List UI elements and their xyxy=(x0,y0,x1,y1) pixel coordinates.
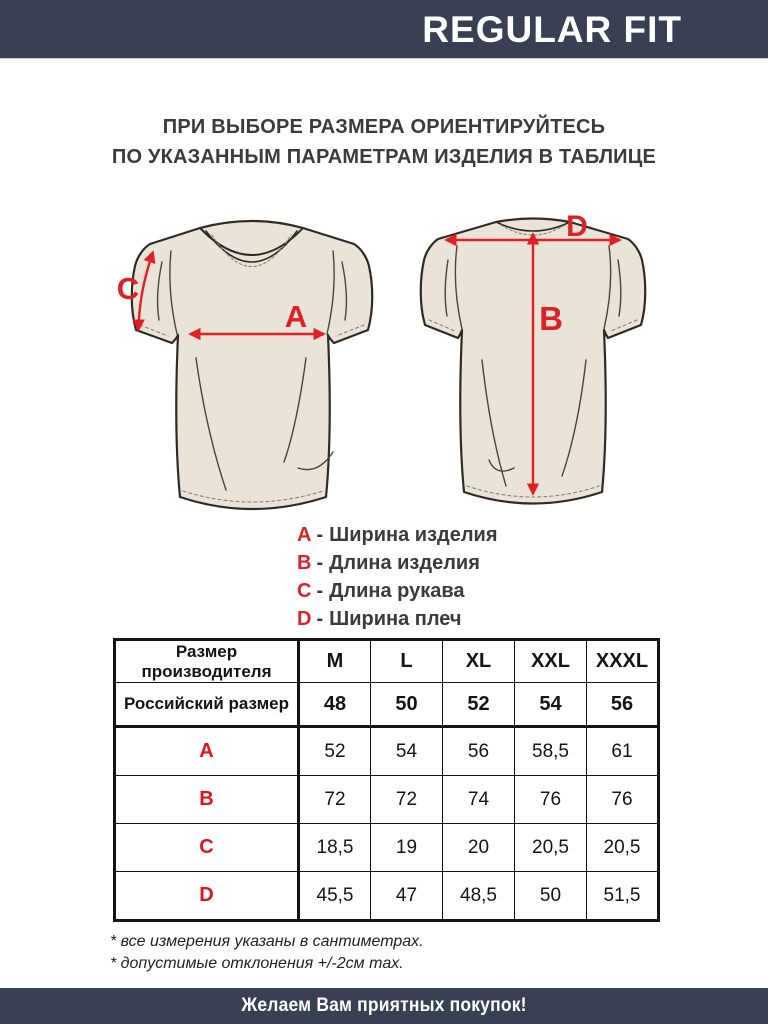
table-row-manufacturer-sizes xyxy=(115,640,659,683)
legend-item-A xyxy=(297,521,498,549)
legend-key-D: D xyxy=(297,608,312,630)
measure-value: 76 xyxy=(515,776,587,824)
size-header-XXL: XXL xyxy=(515,640,587,683)
measure-value: 52 xyxy=(299,727,371,776)
footnote-units: * все измерения указаны в сантиметрах. xyxy=(110,933,424,950)
measure-value: 76 xyxy=(587,776,659,824)
measure-value: 61 xyxy=(587,727,659,776)
measure-value: 56 xyxy=(443,727,515,776)
legend-key-B: B xyxy=(297,552,312,574)
tshirt-measurement-diagram xyxy=(0,195,768,530)
size-header-M: M xyxy=(299,640,371,683)
legend-item-C xyxy=(297,577,498,605)
measure-key-B: B xyxy=(115,776,299,824)
legend-label-B: Длина изделия xyxy=(329,552,480,574)
russian-size-value: 54 xyxy=(515,683,587,727)
intro-line-1: ПРИ ВЫБОРЕ РАЗМЕРА ОРИЕНТИРУЙТЕСЬ xyxy=(162,116,606,138)
measure-value: 20,5 xyxy=(515,824,587,872)
legend-dash: - xyxy=(316,580,324,602)
table-row-measure-D xyxy=(115,872,659,921)
measure-value: 20,5 xyxy=(587,824,659,872)
footnotes xyxy=(110,931,424,975)
measure-value: 72 xyxy=(299,776,371,824)
russian-size-value: 52 xyxy=(443,683,515,727)
measure-value: 74 xyxy=(443,776,515,824)
legend-key-C: C xyxy=(297,580,312,602)
intro-line-2: ПО УКАЗАННЫМ ПАРАМЕТРАМ ИЗДЕЛИЯ В ТАБЛИЦЕ xyxy=(111,146,657,168)
table-row-measure-A xyxy=(115,727,659,776)
table-row-measure-B xyxy=(115,776,659,824)
measure-value: 51,5 xyxy=(587,872,659,921)
legend-dash: - xyxy=(316,608,324,630)
legend-label-D: Ширина плеч xyxy=(329,608,462,630)
measure-key-A: A xyxy=(115,727,299,776)
russian-size-label: Российский размер xyxy=(115,683,299,727)
size-header-XL: XL xyxy=(443,640,515,683)
measure-value: 72 xyxy=(371,776,443,824)
size-header-XXXL: XXXL xyxy=(587,640,659,683)
russian-size-value: 48 xyxy=(299,683,371,727)
russian-size-value: 56 xyxy=(587,683,659,727)
legend-label-C: Длина рукава xyxy=(329,580,465,602)
measure-key-D: D xyxy=(115,872,299,921)
table-row-russian-sizes xyxy=(115,683,659,727)
measure-value: 54 xyxy=(371,727,443,776)
measure-value: 20 xyxy=(443,824,515,872)
top-banner xyxy=(0,0,768,59)
manufacturer-size-label: Размер производителя xyxy=(115,640,299,683)
legend-item-B xyxy=(297,549,498,577)
fit-type-title: REGULAR FIT xyxy=(422,8,682,50)
legend-dash: - xyxy=(316,552,324,574)
legend-item-D xyxy=(297,605,498,633)
diagram-label-C: C xyxy=(116,271,140,306)
table-row-measure-C xyxy=(115,824,659,872)
tshirt-front-body xyxy=(132,221,373,509)
diagram-label-D: D xyxy=(566,210,588,243)
diagram-label-A: A xyxy=(284,299,308,334)
measurement-legend xyxy=(297,521,498,633)
russian-size-value: 50 xyxy=(371,683,443,727)
measure-value: 19 xyxy=(371,824,443,872)
bottom-banner xyxy=(0,988,768,1024)
measure-value: 58,5 xyxy=(515,727,587,776)
measure-value: 18,5 xyxy=(299,824,371,872)
diagram-label-B: B xyxy=(539,300,563,337)
size-header-L: L xyxy=(371,640,443,683)
measure-value: 50 xyxy=(515,872,587,921)
legend-dash: - xyxy=(316,524,324,546)
tshirt-front-drawing xyxy=(132,221,373,509)
footnote-tolerance: * допустимые отклонения +/-2см max. xyxy=(110,955,404,972)
legend-key-A: A xyxy=(297,524,312,546)
intro-heading xyxy=(0,112,768,172)
size-table xyxy=(113,638,660,922)
measure-value: 45,5 xyxy=(299,872,371,921)
legend-label-A: Ширина изделия xyxy=(329,524,498,546)
measure-key-C: C xyxy=(115,824,299,872)
measure-value: 47 xyxy=(371,872,443,921)
footer-message: Желаем Вам приятных покупок! xyxy=(241,995,527,1016)
measure-value: 48,5 xyxy=(443,872,515,921)
